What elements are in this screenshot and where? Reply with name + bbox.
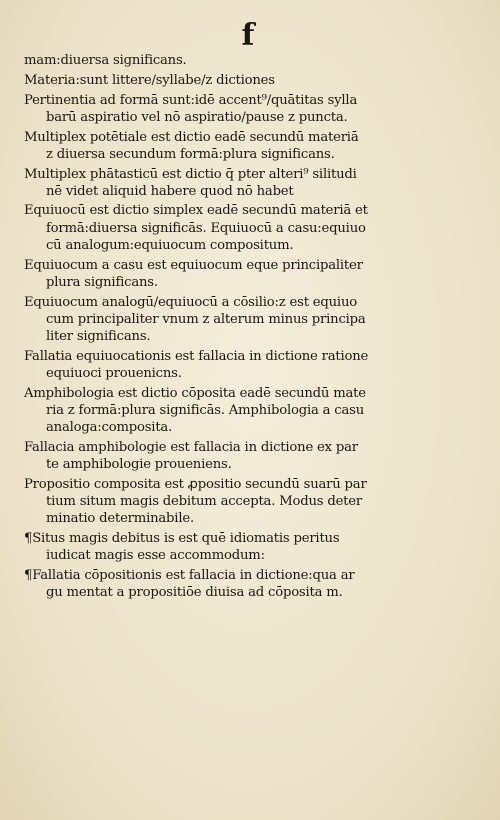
text-line: Equiuocum a casu est equiuocum eque principaliter: [24, 257, 363, 273]
text-entry: [24, 530, 476, 564]
text-entry: [24, 202, 476, 254]
text-entry: [24, 257, 476, 291]
text-line: mam:diuersa significans.: [24, 53, 187, 68]
text-line: te amphibologie proueniens.: [46, 457, 232, 473]
text-line: cum principaliter vnum z alterum minus principa: [46, 311, 366, 327]
text-entry: [24, 129, 476, 163]
text-line: ria z formā:plura significās. Amphibologia a casu: [46, 402, 364, 418]
text-entry: [24, 476, 476, 528]
text-line: tium situm magis debitum accepta. Modus deter: [46, 494, 362, 510]
text-line: analoga:composita.: [46, 420, 173, 436]
text-line: plura significans.: [46, 274, 158, 290]
text-entry: [24, 166, 476, 200]
text-line: barū aspiratio vel nō aspiratio/pause z puncta.: [46, 109, 348, 125]
text-line: Pertinentia ad formā sunt:idē accent⁹/quātitas sylla: [24, 92, 358, 108]
text-line: liter significans.: [46, 328, 151, 344]
text-line: gu mentat a propositiōe diuisa ad cōposita m.: [46, 585, 343, 601]
text-line: Equiuocum analogū/equiuocū a cōsilio:z est equiuo: [24, 294, 357, 310]
text-line: Multiplex potētiale est dictio eadē secundū materiā: [24, 129, 359, 145]
text-entry: [24, 348, 476, 382]
text-line: Propositio composita est ꝓpositio secundū suarū par: [24, 476, 367, 492]
text-entry: [24, 439, 476, 473]
text-line: z diuersa secundum formā:plura significans.: [46, 146, 335, 162]
text-line: formā:diuersa significās. Equiuocū a casu:equiuo: [46, 220, 366, 236]
text-line: Fallatia equiuocationis est fallacia in dictione ratione: [24, 348, 369, 364]
text-line: iudicat magis esse accommodum:: [46, 548, 265, 564]
text-entry: [24, 52, 476, 69]
text-entry: [24, 567, 476, 601]
text-entry: [24, 294, 476, 346]
text-line: Amphibologia est dictio cōposita eadē secundū mate: [24, 385, 366, 401]
text-line: ¶Fallatia cōpositionis est fallacia in dictione:qua ar: [24, 567, 355, 583]
text-line: equiuoci prouenicns.: [46, 365, 182, 381]
text-entry: [24, 72, 476, 89]
text-line: nē videt aliquid habere quod nō habet: [46, 183, 294, 199]
text-entry: [24, 92, 476, 126]
text-line: Equiuocū est dictio simplex eadē secundū materiā et: [24, 203, 368, 219]
text-line: Materia:sunt littere/syllabe/z dictiones: [24, 72, 275, 88]
page-text: [24, 52, 476, 604]
text-line: Multiplex phātasticū est dictio q̄ pter alteri⁹ silitudi: [24, 166, 357, 182]
text-line: ¶Situs magis debitus is est quē idiomatis peritus: [24, 531, 340, 546]
text-entry: [24, 385, 476, 437]
text-line: Fallacia amphibologie est fallacia in dictione ex par: [24, 439, 358, 455]
text-line: minatio determinabile.: [46, 511, 194, 527]
text-line: cū analogum:equiuocum compositum.: [46, 237, 294, 253]
signature-mark: f: [241, 18, 255, 53]
